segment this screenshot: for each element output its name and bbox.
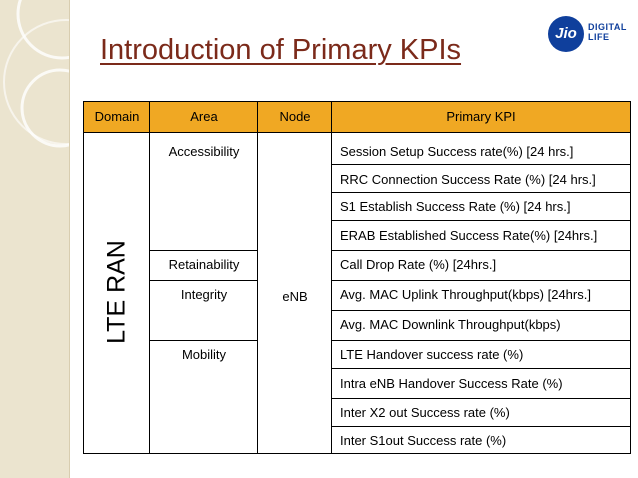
kpi-row: Intra eNB Handover Success Rate (%) [340,376,563,391]
logo-line-2: LIFE [588,32,610,42]
header-node: Node [258,102,332,132]
jio-logo-text [588,22,627,42]
kpi-row: Avg. MAC Uplink Throughput(kbps) [24hrs.] [340,287,591,302]
kpi-row: RRC Connection Success Rate (%) [24 hrs.] [340,172,596,187]
domain-lte-ran: LTE RAN [102,240,131,344]
header-area: Area [150,102,258,132]
header-domain: Domain [84,102,150,132]
kpi-row: Inter S1out Success rate (%) [340,433,507,448]
kpi-row: Inter X2 out Success rate (%) [340,405,510,420]
kpi-row: ERAB Established Success Rate(%) [24hrs.] [340,228,598,243]
kpi-row: LTE Handover success rate (%) [340,347,524,362]
kpi-row: Call Drop Rate (%) [24hrs.] [340,257,497,272]
slide-title: Introduction of Primary KPIs [100,34,462,66]
kpi-table [83,101,631,454]
decorative-side-panel [0,0,70,478]
kpi-row: S1 Establish Success Rate (%) [24 hrs.] [340,199,571,214]
area-accessibility: Accessibility [168,144,240,159]
logo-line-1: DIGITAL [588,22,627,32]
jio-logo [548,16,628,56]
jio-logo-mark: Jio [548,16,584,52]
kpi-row: Session Setup Success rate(%) [24 hrs.] [340,144,574,159]
decorative-circles [0,0,70,478]
domain-cell [84,132,150,454]
header-primary-kpi: Primary KPI [332,102,630,132]
node-enb: eNB [282,289,308,304]
area-integrity: Integrity [180,287,228,302]
kpi-row: Avg. MAC Downlink Throughput(kbps) [340,317,561,332]
area-retainability: Retainability [168,257,240,272]
area-mobility: Mobility [181,347,227,362]
